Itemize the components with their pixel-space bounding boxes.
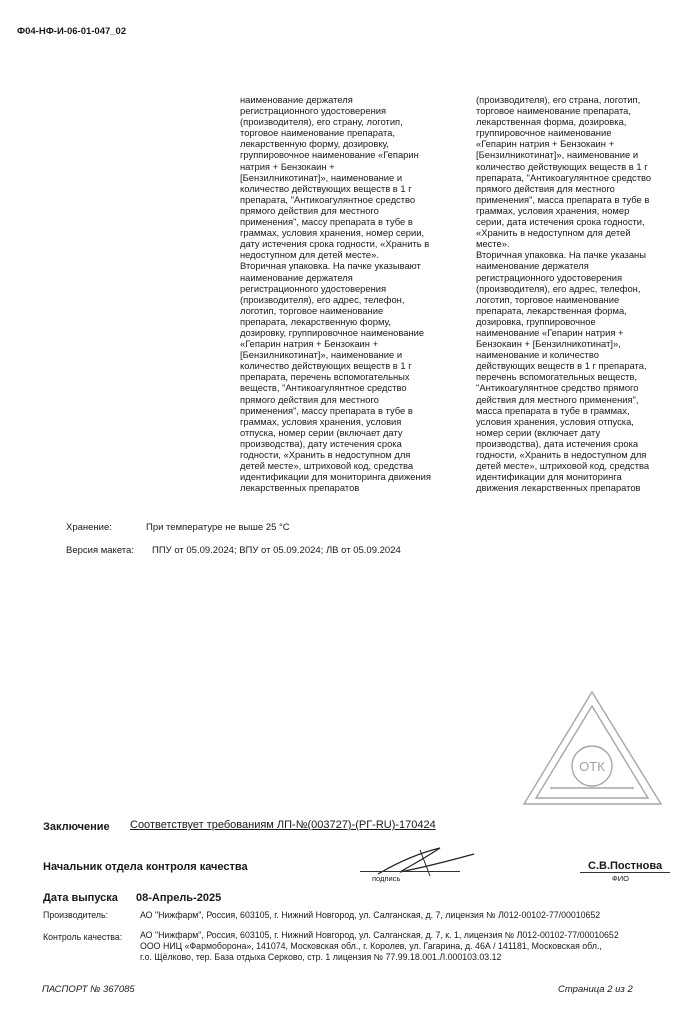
qc-head-position: Начальник отдела контроля качества xyxy=(43,861,248,873)
release-date-value: 08-Апрель-2025 xyxy=(136,892,222,904)
manufacturer-label: Производитель: xyxy=(43,910,109,920)
signature-caption: подпись xyxy=(372,874,401,883)
storage-value: При температуре не выше 25 °С xyxy=(146,522,290,533)
conclusion-value: Соответствует требованиям ЛП-№(003727)-(РГ-RU)-170424 xyxy=(130,819,436,831)
manufacturer-value: АО "Нижфарм", Россия, 603105, г. Нижний Новгород, ул. Салганская, д. 7, лицензия № Л012-00102-77/00010652 xyxy=(140,910,601,920)
name-line xyxy=(580,872,670,873)
signer-name: С.В.Постнова xyxy=(588,860,663,872)
release-date-label: Дата выпуска xyxy=(43,892,118,904)
conclusion-label: Заключение xyxy=(43,821,110,833)
packaging-text-left-column: наименование держателя регистрационного удостоверения (производителя), его страну, логотип, торговое наименование препарата, лекарственную форму, дозировку, группировочное наименование «Гепарин натрия + Бензокаин + [Бензилникотинат]», наименование и количество действующих веществ в 1 г препарата, "Антикоагулянтное средство прямого действия для местного применения", массу препарата в тубе в граммах, условия хранения, номер серии, дату истечения срока годности, «Хранить в недоступном для детей месте». Вторичная упаковка. На пачке указывают наименование держателя регистрационного удостоверения (производителя), его адрес, телефон, логотип, торговое наименование препарата, лекарственную форму, дозировку, группировочное наименование «Гепарин натрия + Бензокаин + [Бензилникотинат]», наименование и количество действующих веществ в 1 г препарата, перечень вспомогательных веществ, "Антикоагулянтное средство прямого действия для местного применения", массу препарата в тубе в граммах, условия хранения, условия отпуска, номер серии (включает дату производства), дату истечения срока годности, «Хранить в недоступном для детей месте», штриховой код, средства идентификации для мониторинга движения лекарственных препаратов xyxy=(240,94,431,494)
storage-label: Хранение: xyxy=(66,522,112,533)
stamp-label: ОТК xyxy=(579,759,605,774)
page-number: Страница 2 из 2 xyxy=(558,984,633,995)
quality-control-value: АО "Нижфарм", Россия, 603105, г. Нижний Новгород, ул. Салганская, д. 7, к. 1, лицензия № Л012-00102-77/00010652 ООО НИЦ «Фармобоpона», 141074, Московская обл., г. Королев, ул. Гагарина, д. 46А / 141181, Московская обл., г.о. Щёлково, тер. База отдыха Серково, стр. 1 лицензия № 77.99.18.001.Л.000103.03.12 xyxy=(140,930,619,962)
quality-control-stamp xyxy=(520,688,665,808)
packaging-text-right-column: (производителя), его страна, логотип, торговое наименование препарата, лекарственная форма, дозировка, группировочное наименование «Гепарин натрия + Бензокаин + [Бензилникотинат]», наименование и количество действующих веществ в 1 г препарата, "Антикоагулянтное средство прямого действия для местного применения", масса препарата в тубе в граммах, условия хранения, номер серии, дата истечения срока годности, «Хранить в недоступном для детей месте». Вторичная упаковка. На пачке указаны наименование держателя регистрационного удостоверения (производителя), его адрес, телефон, логотип, торговое наименование препарата, лекарственная форма, дозировка, группировочное наименование «Гепарин натрия + Бензокаин + [Бензилникотинат]», наименование и количество действующих веществ в 1 г препарата, перечень вспомогательных веществ, "Антикоагулянтное средство прямого действия для местного применения", масса препарата в тубе в граммах, условия хранения, условия отпуска, номер серии (включает дату производства), дата истечения срока годности, «Хранить в недоступном для детей месте», штриховой код, средства идентификации для мониторинга движения лекарственных препаратов xyxy=(476,94,652,494)
layout-version-label: Версия макета: xyxy=(66,545,134,556)
signature-line xyxy=(360,871,460,872)
document-code: Ф04-НФ-И-06-01-047_02 xyxy=(17,26,127,37)
name-caption: ФИО xyxy=(612,874,629,883)
layout-version-value: ППУ от 05.09.2024; ВПУ от 05.09.2024; ЛВ от 05.09.2024 xyxy=(152,545,401,556)
passport-number: ПАСПОРТ № 367085 xyxy=(42,984,135,995)
quality-control-label: Контроль качества: xyxy=(43,932,123,942)
